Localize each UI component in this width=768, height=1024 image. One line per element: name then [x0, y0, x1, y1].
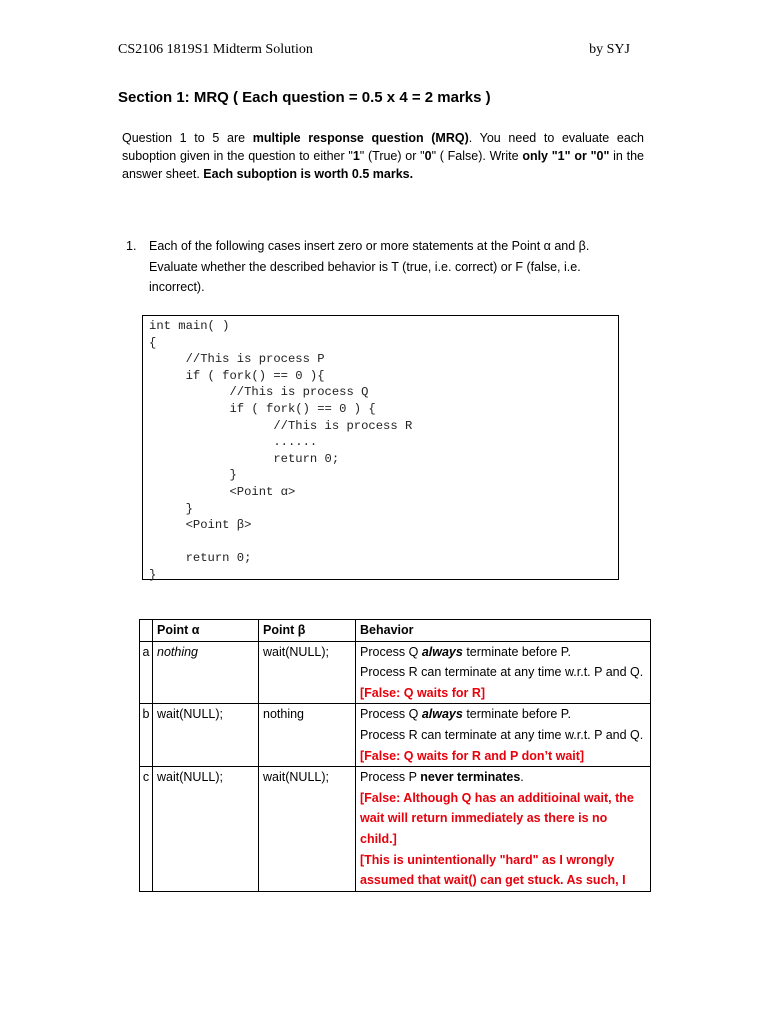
- author-note: [This is unintentionally "hard" as I wrongly assumed that wait() can get stuck. As such, I: [360, 852, 626, 888]
- intro-text: " ( False). Write: [431, 149, 523, 163]
- page-bottom-margin: [0, 929, 768, 1024]
- behavior-line: Process Q always terminate before P.: [360, 707, 572, 722]
- intro-marks: Each suboption is worth 0.5 marks.: [203, 167, 414, 181]
- answer-text: [False: Q waits for R]: [360, 685, 486, 700]
- table-row: [140, 704, 651, 767]
- intro-zero: 0: [424, 149, 432, 163]
- cell-alpha: wait(NULL);: [153, 767, 259, 892]
- behavior-line: Process Q always terminate before P.: [360, 644, 572, 659]
- intro-one: 1: [352, 149, 360, 163]
- header-course-title: CS2106 1819S1 Midterm Solution: [118, 42, 313, 57]
- header-cell-beta: Point β: [259, 620, 356, 642]
- row-label: a: [140, 641, 153, 704]
- header-cell-index: [140, 620, 153, 642]
- code-listing: int main( ) { //This is process P if ( fork() == 0 ){ //This is process Q if ( fork() == 0 ) { //This is process R ...... return 0; } <Point α> } <Point β> return 0; }: [149, 319, 413, 582]
- header-cell-behavior: Behavior: [356, 620, 651, 642]
- cell-beta: wait(NULL);: [259, 641, 356, 704]
- behavior-line: Process R can terminate at any time w.r.t. P and Q.: [360, 665, 644, 680]
- cell-behavior: [356, 641, 651, 704]
- section-title: Section 1: MRQ ( Each question = 0.5 x 4 = 2 marks ): [118, 89, 491, 106]
- table-header-row: [140, 620, 651, 642]
- table-row: [140, 767, 651, 892]
- behavior-line: Process R can terminate at any time w.r.t. P and Q.: [360, 727, 644, 742]
- cell-alpha: nothing: [153, 641, 259, 704]
- cell-behavior: [356, 767, 651, 892]
- behavior-line: Process P never terminates.: [360, 770, 524, 785]
- cell-alpha: wait(NULL);: [153, 704, 259, 767]
- answer-text: [False: Although Q has an additioinal wait, the wait will return immediately as there is no child.]: [360, 790, 634, 846]
- intro-text: " (True) or ": [359, 149, 425, 163]
- question-number: 1.: [126, 239, 137, 253]
- code-box: [142, 315, 619, 580]
- header-author: by SYJ: [589, 42, 630, 57]
- question-text: Each of the following cases insert zero or more statements at the Point α and β. Evaluate whether the described behavior is T (true, i.e. correct) or F (false, i.e. incorrect).: [149, 239, 590, 294]
- cell-beta: nothing: [259, 704, 356, 767]
- row-label: c: [140, 767, 153, 892]
- table-row: [140, 641, 651, 704]
- intro-paragraph: [122, 129, 644, 183]
- row-label: b: [140, 704, 153, 767]
- intro-text: in the answer sheet.: [122, 149, 644, 181]
- intro-text: Question 1 to 5 are: [122, 131, 253, 145]
- answer-text: [False: Q waits for R and P don’t wait]: [360, 748, 585, 763]
- answer-table: [139, 619, 651, 892]
- header-cell-alpha: Point α: [153, 620, 259, 642]
- intro-only: only "1" or "0": [522, 149, 610, 163]
- cell-behavior: [356, 704, 651, 767]
- question-1: [126, 236, 626, 298]
- intro-mrq: multiple response question (MRQ): [252, 131, 469, 145]
- cell-beta: wait(NULL);: [259, 767, 356, 892]
- intro-text: . You need to evaluate each suboption given in the question to either ": [122, 131, 644, 163]
